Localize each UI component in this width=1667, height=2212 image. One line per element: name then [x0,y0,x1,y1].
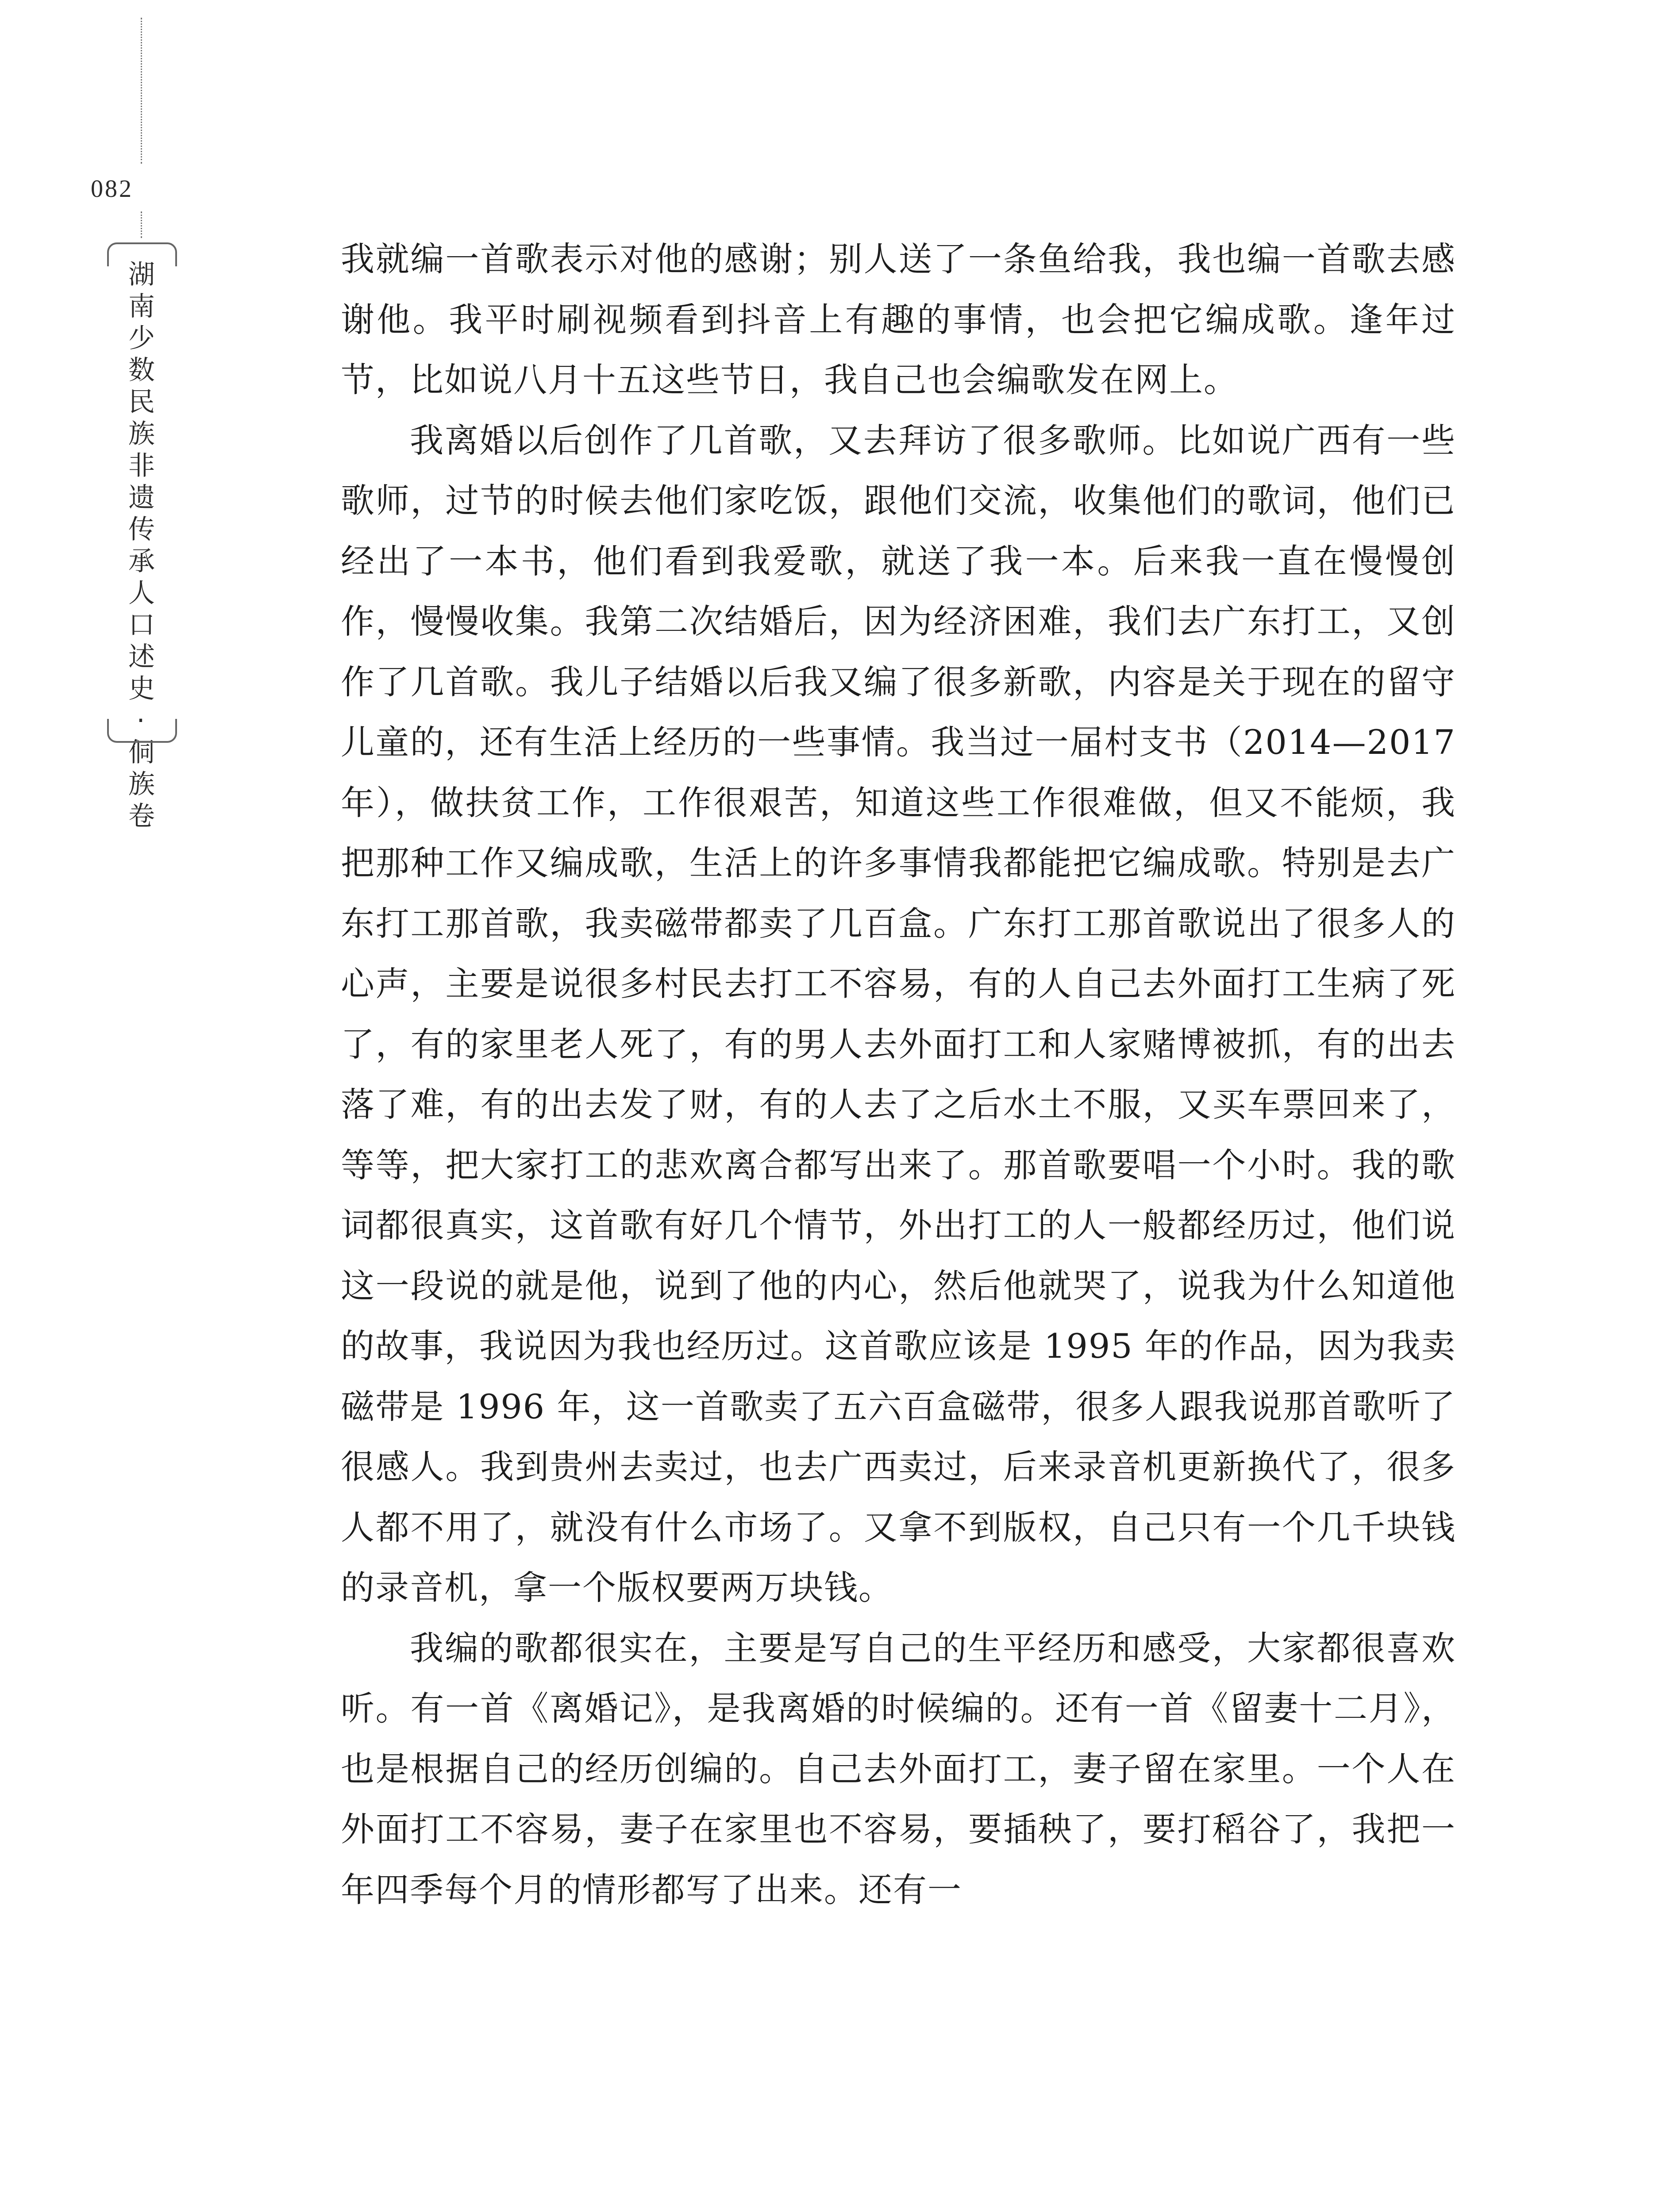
body-text [341,229,1456,1920]
running-title-bracket-bottom [107,719,177,743]
margin-dotted-rule-middle [141,211,142,238]
paragraph: 我离婚以后创作了几首歌，又去拜访了很多歌师。比如说广西有一些歌师，过节的时候去他们家吃饭，跟他们交流，收集他们的歌词，他们已经出了一本书，他们看到我爱歌，就送了我一本。后来我一直在慢慢创作，慢慢收集。我第二次结婚后，因为经济困难，我们去广东打工，又创作了几首歌。我儿子结婚以后我又编了很多新歌，内容是关于现在的留守儿童的，还有生活上经历的一些事情。我当过一届村支书（2014—2017 年），做扶贫工作，工作很艰苦，知道这些工作很难做，但又不能烦，我把那种工作又编成歌，生活上的许多事情我都能把它编成歌。特别是去广东打工那首歌，我卖磁带都卖了几百盒。广东打工那首歌说出了很多人的心声，主要是说很多村民去打工不容易，有的人自己去外面打工生病了死了，有的家里老人死了，有的男人去外面打工和人家赌博被抓，有的出去落了难，有的出去发了财，有的人去了之后水土不服，又买车票回来了，等等，把大家打工的悲欢离合都写出来了。那首歌要唱一个小时。我的歌词都很真实，这首歌有好几个情节，外出打工的人一般都经历过，他们说这一段说的就是他，说到了他的内心，然后他就哭了，说我为什么知道他的故事，我说因为我也经历过。这首歌应该是 1995 年的作品，因为我卖磁带是 1996 年，这一首歌卖了五六百盒磁带，很多人跟我说那首歌听了很感人。我到贵州去卖过，也去广西卖过，后来录音机更新换代了，很多人都不用了，就没有什么市场了。又拿不到版权，自己只有一个几千块钱的录音机，拿一个版权要两万块钱。 [341,420,1456,1607]
page-number: 082 [91,175,133,203]
paragraph: 我编的歌都很实在，主要是写自己的生平经历和感受，大家都很喜欢听。有一首《离婚记》，是我离婚的时候编的。还有一首《留妻十二月》，也是根据自己的经历创编的。自己去外面打工，妻子留在家里。一个人在外面打工不容易，妻子在家里也不容易，要插秧了，要打稻谷了，我把一年四季每个月的情形都写了出来。还有一 [341,1628,1456,1909]
running-title: 湖南少数民族非遗传承人口述史·侗族卷 [128,259,155,832]
margin-dotted-rule-top [141,18,142,164]
paragraph-continued: 我就编一首歌表示对他的感谢；别人送了一条鱼给我，我也编一首歌去感谢他。我平时刷视频看到抖音上有趣的事情，也会把它编成歌。逢年过节，比如说八月十五这些节日，我自己也会编歌发在网上。 [341,239,1456,399]
